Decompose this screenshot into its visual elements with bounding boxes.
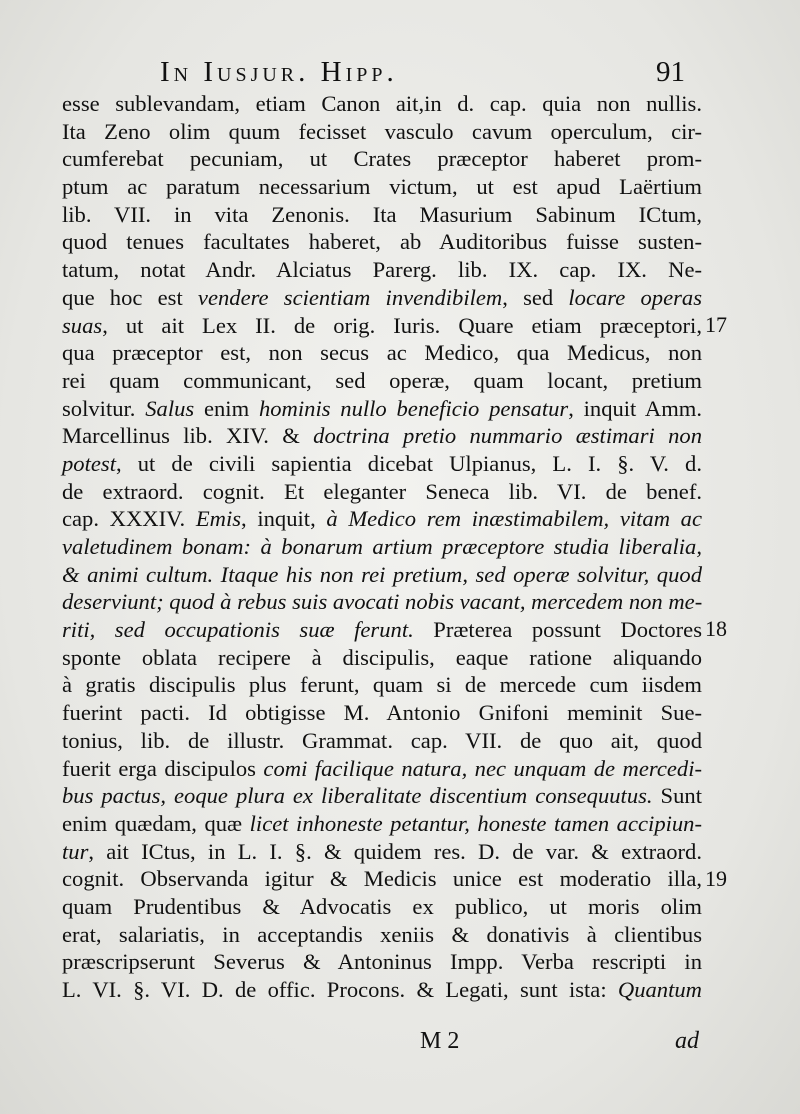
text-line bbox=[62, 921, 702, 949]
text-run: de extraord. cognit. Et eleganter Seneca lib. VI. de benef. bbox=[62, 478, 702, 504]
text-run: L. VI. §. VI. D. de offic. Procons. & Legati, sunt ista: bbox=[62, 977, 618, 1002]
text-line bbox=[62, 810, 702, 838]
text-run: enim bbox=[194, 395, 259, 421]
text-line bbox=[62, 782, 702, 810]
text-line bbox=[62, 644, 702, 672]
text-run: qua præceptor est, non secus ac Medico, qua Medicus, non bbox=[62, 340, 702, 366]
text-run: erat, salariatis, in acceptandis xeniis & donativis à clientibus bbox=[62, 921, 702, 947]
text-line bbox=[62, 838, 702, 866]
italic-run: Emis bbox=[195, 506, 242, 532]
italic-run: riti, sed occupationis suæ ferunt. bbox=[62, 617, 414, 643]
text-line bbox=[62, 616, 702, 644]
catchword: ad bbox=[675, 1028, 699, 1054]
running-head: In Iusjur. Hipp. bbox=[160, 56, 398, 88]
text-line bbox=[62, 201, 702, 229]
text-line bbox=[62, 699, 702, 727]
italic-run: à Medico rem inæstimabilem, vitam ac bbox=[326, 506, 702, 532]
text-run: præscripserunt Severus & Antoninus Impp. Verba rescripti in bbox=[62, 949, 702, 975]
text-line bbox=[62, 533, 702, 561]
text-run: ptum ac paratum necessarium victum, ut est apud Laërtium bbox=[62, 174, 702, 200]
text-run: cumferebat pecuniam, ut Crates præceptor haberet prom- bbox=[62, 146, 702, 172]
text-run: quod tenues facultates haberet, ab Auditoribus fuisse susten- bbox=[62, 229, 702, 255]
text-line bbox=[62, 478, 702, 506]
text-line bbox=[62, 312, 702, 340]
text-line bbox=[62, 173, 702, 201]
italic-run: valetudinem bonam: à bonarum artium præceptore studia liberalia, bbox=[62, 534, 702, 559]
italic-run: deserviunt; quod à rebus suis avocati nobis vacant, mercedem non me- bbox=[62, 589, 703, 615]
text-line bbox=[62, 367, 702, 395]
text-run: Marcellinus lib. XIV. & bbox=[62, 423, 314, 449]
italic-run: vendere scientiam invendibilem bbox=[197, 284, 503, 310]
text-line bbox=[62, 755, 702, 783]
text-run: solvitur. bbox=[62, 395, 146, 421]
text-line bbox=[62, 145, 702, 173]
text-run: quam Prudentibus & Advocatis ex publico, ut moris olim bbox=[62, 893, 702, 919]
text-run: , inquit, bbox=[241, 506, 327, 532]
text-run: esse sublevandam, etiam Canon ait,in d. cap. quia non nullis. bbox=[62, 91, 702, 116]
text-run: lib. VII. in vita Zenonis. Ita Masurium Sabinum ICtum, bbox=[62, 201, 702, 227]
text-run: , ut ait Lex II. de orig. Iuris. Quare etiam præceptori, bbox=[102, 312, 702, 338]
text-line bbox=[62, 284, 702, 312]
text-line bbox=[62, 118, 702, 146]
text-run: Præterea possunt Doctores bbox=[413, 617, 702, 643]
italic-run: comi facilique natura, nec unquam de mercedi- bbox=[263, 755, 702, 781]
text-run: fuerint pacti. Id obtigisse M. Antonio Gnifoni meminit Sue- bbox=[62, 700, 702, 726]
italic-run: Quantum bbox=[617, 977, 702, 1002]
text-line bbox=[62, 561, 702, 589]
text-line bbox=[62, 976, 702, 1004]
text-run: que hoc est bbox=[62, 284, 198, 310]
text-run: cognit. Observanda igitur & Medicis unice est moderatio illa, bbox=[62, 866, 702, 892]
italic-run: potest bbox=[62, 450, 116, 476]
margin-number: 17 bbox=[705, 311, 727, 337]
text-run: , sed bbox=[502, 284, 569, 310]
italic-run: Salus bbox=[145, 395, 195, 421]
text-line bbox=[62, 865, 702, 893]
text-line bbox=[62, 422, 702, 450]
text-line bbox=[62, 395, 702, 423]
margin-number: 19 bbox=[705, 865, 727, 891]
text-run: fuerit erga discipulos bbox=[62, 755, 264, 781]
text-line bbox=[62, 505, 702, 533]
text-run: Sunt bbox=[652, 783, 702, 809]
text-run: sponte oblata recipere à discipulis, eaque ratione aliquando bbox=[62, 644, 702, 670]
signature-mark: M 2 bbox=[420, 1028, 460, 1054]
text-run: , ut de civili sapientia dicebat Ulpianus, L. I. §. V. d. bbox=[115, 450, 702, 476]
text-line bbox=[62, 228, 702, 256]
text-run: Ita Zeno olim quum fecisset vasculo cavum operculum, cir- bbox=[62, 118, 702, 144]
text-line bbox=[62, 948, 702, 976]
margin-number: 18 bbox=[705, 616, 727, 642]
text-run: tonius, lib. de illustr. Grammat. cap. VII. de quo ait, quod bbox=[62, 727, 702, 753]
text-line bbox=[62, 339, 702, 367]
italic-run: doctrina pretio nummario æstimari non bbox=[313, 423, 702, 449]
text-line bbox=[62, 450, 702, 478]
text-line bbox=[62, 256, 702, 284]
text-line bbox=[62, 588, 702, 616]
body-text bbox=[62, 90, 702, 1004]
text-run: cap. XXXIV. bbox=[62, 506, 196, 532]
text-run: tatum, notat Andr. Alciatus Parerg. lib. IX. cap. IX. Ne- bbox=[62, 257, 702, 283]
italic-run: tur bbox=[62, 838, 89, 864]
italic-run: hominis nullo beneficio pensatur bbox=[258, 395, 569, 421]
text-run: rei quam communicant, sed operæ, quam locant, pretium bbox=[62, 367, 702, 393]
text-line bbox=[62, 893, 702, 921]
italic-run: licet inhoneste petantur, honeste tamen accipiun- bbox=[249, 810, 703, 836]
italic-run: bus pactus, eoque plura ex liberalitate discentium consequutus. bbox=[62, 783, 653, 809]
text-line bbox=[62, 727, 702, 755]
text-run: à gratis discipulis plus ferunt, quam si de mercede cum iisdem bbox=[62, 672, 702, 698]
text-run: , inquit Amm. bbox=[568, 395, 702, 421]
text-run: , ait ICtus, in L. I. §. & quidem res. D. de var. & extraord. bbox=[88, 838, 702, 864]
italic-run: & animi cultum. Itaque his non rei pretium, sed operæ solvitur, quod bbox=[62, 561, 702, 587]
page-number: 91 bbox=[656, 56, 685, 88]
text-line bbox=[62, 671, 702, 699]
italic-run: suas bbox=[62, 312, 103, 338]
text-line bbox=[62, 90, 702, 118]
text-run: enim quædam, quæ bbox=[62, 810, 250, 836]
italic-run: locare operas bbox=[568, 284, 702, 310]
